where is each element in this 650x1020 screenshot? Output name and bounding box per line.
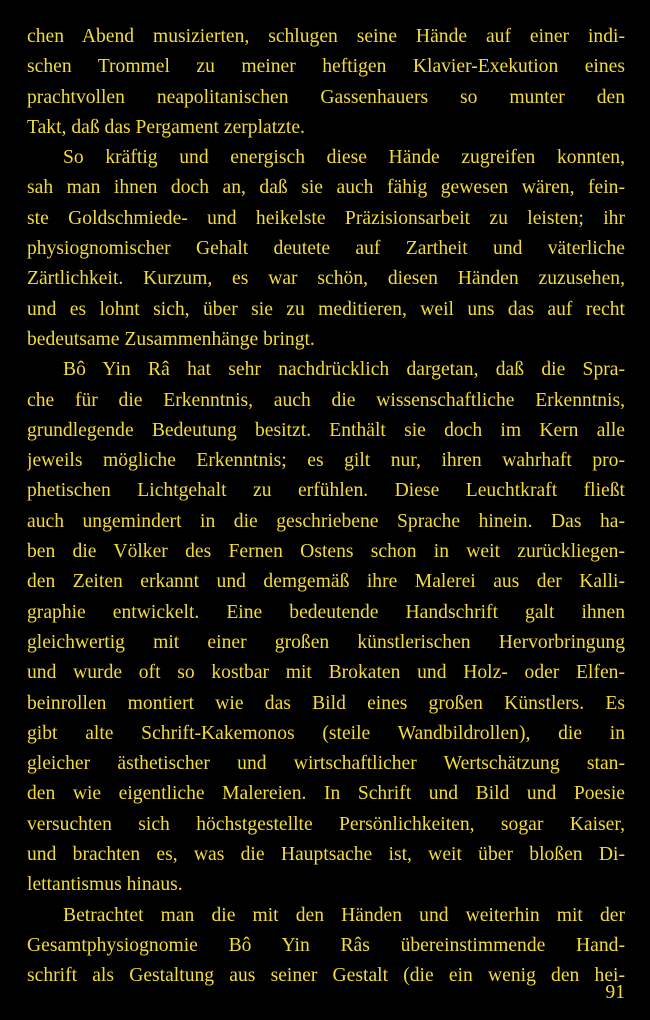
text-line: beinrollen montiert wie das Bild eines großen Künstlers. Es: [27, 692, 625, 714]
text-line: graphie entwickelt. Eine bedeutende Handschrift galt ihnen: [27, 601, 625, 623]
text-line: So kräftig und energisch diese Hände zugreifen konnten,: [63, 147, 625, 169]
text-line: schrift als Gestaltung aus seiner Gestalt (die ein wenig den hei-: [27, 965, 625, 987]
text-line: lettantismus hinaus.: [27, 874, 183, 896]
body-text: [27, 22, 625, 992]
text-line: Bô Yin Râ hat sehr nachdrücklich dargetan, daß die Spra-: [63, 359, 625, 381]
text-line: schen Trommel zu meiner heftigen Klavier-Exekution eines: [27, 56, 625, 78]
text-line: auch ungemindert in die geschriebene Sprache hinein. Das ha-: [27, 510, 625, 532]
text-line: gibt alte Schrift-Kakemonos (steile Wandbildrollen), die in: [27, 722, 625, 744]
text-line: ben die Völker des Fernen Ostens schon in weit zurückliegen-: [27, 541, 625, 563]
text-line: phetischen Lichtgehalt zu erfühlen. Diese Leuchtkraft fließt: [27, 480, 625, 502]
text-line: und wurde oft so kostbar mit Brokaten und Holz- oder Elfen-: [27, 662, 625, 684]
text-line: und es lohnt sich, über sie zu meditieren, weil uns das auf recht: [27, 298, 625, 320]
text-line: grundlegende Bedeutung besitzt. Enthält sie doch im Kern alle: [27, 419, 625, 441]
text-line: che für die Erkenntnis, auch die wissenschaftliche Erkenntnis,: [27, 389, 625, 411]
text-line: bedeutsame Zusammenhänge bringt.: [27, 328, 315, 350]
text-line: und brachten es, was die Hauptsache ist, weit über bloßen Di-: [27, 844, 625, 866]
text-line: den Zeiten erkannt und demgemäß ihre Malerei aus der Kalli-: [27, 571, 625, 593]
text-line: sah man ihnen doch an, daß sie auch fähig gewesen wären, fein-: [27, 177, 625, 199]
text-line: gleicher ästhetischer und wirtschaftlicher Wertschätzung stan-: [27, 753, 625, 775]
text-line: versuchten sich höchstgestellte Persönlichkeiten, sogar Kaiser,: [27, 813, 625, 835]
text-line: gleichwertig mit einer großen künstlerischen Hervorbringung: [27, 631, 625, 653]
text-line: jeweils mögliche Erkenntnis; es gilt nur, ihren wahrhaft pro-: [27, 450, 625, 472]
text-line: physiognomischer Gehalt deutete auf Zartheit und väterliche: [27, 238, 625, 260]
text-line: prachtvollen neapolitanischen Gassenhauers so munter den: [27, 86, 625, 108]
page-number: 91: [605, 982, 625, 1003]
text-line: ste Goldschmiede- und heikelste Präzisionsarbeit zu leisten; ihr: [27, 207, 625, 229]
text-line: Takt, daß das Pergament zerplatzte.: [27, 116, 305, 138]
text-line: den wie eigentliche Malereien. In Schrift und Bild und Poesie: [27, 783, 625, 805]
text-line: Gesamtphysiognomie Bô Yin Râs übereinstimmende Hand-: [27, 934, 625, 956]
text-line: chen Abend musizierten, schlugen seine Hände auf einer indi-: [27, 26, 625, 47]
text-line: Zärtlichkeit. Kurzum, es war schön, diesen Händen zuzusehen,: [27, 268, 625, 290]
text-line: Betrachtet man die mit den Händen und weiterhin mit der: [63, 904, 625, 926]
